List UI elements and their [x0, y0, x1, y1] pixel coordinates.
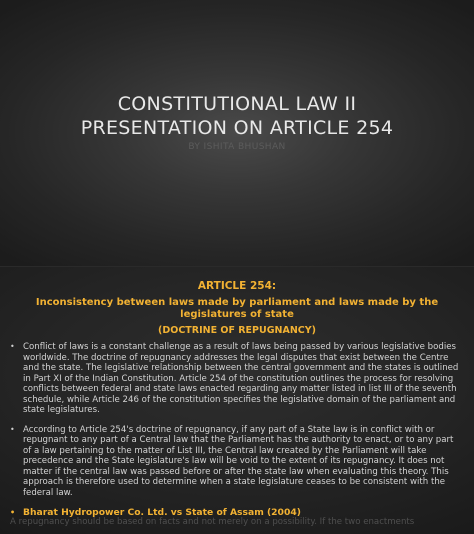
title-line-2: PRESENTATION ON ARTICLE 254: [80, 117, 394, 139]
bullet-icon: •: [10, 508, 16, 517]
doctrine-label: (DOCTRINE OF REPUGNANCY): [158, 325, 316, 336]
case-title: Bharat Hydropower Co. Ltd. vs State of Assam (2004): [23, 507, 301, 518]
bullet-item: [8, 425, 464, 499]
bullet-list: [8, 342, 464, 524]
bullet-icon: •: [10, 342, 15, 351]
bullet-icon: •: [10, 424, 15, 434]
bullet-text: According to Article 254's doctrine of repugnancy, if any part of a State law is in conflict with or repugnant to any part of a Central law that the Parliament has the authority to enact, or to any part of a law pertaining to the matter of List III, the Central law created by the Parliament will take precedence and the State legislature's law will be void to the extent of its repugnancy. It does not matter if the central law was passed before or after the state law when evaluating this theory. This approach is therefore used to determine when a state legislature ceases to be consistent with the federal law.: [23, 424, 454, 498]
presentation-title: [0, 92, 474, 140]
title-line-1: CONSTITUTIONAL LAW II: [117, 93, 357, 115]
bullet-text: Conflict of laws is a constant challenge as a result of laws being passed by various legislative bodies worldwide. The doctrine of repugnancy addresses the legal disputes that exist between the Centre and the state. The legislative relationship between the central government and the states is outlined in Part XI of the Indian Constitution. Article 254 of the constitution outlines the process for resolving conflicts between federal and state laws enacted regarding any matter listed in list III of the seventh schedule, while Article 246 of the constitution specifies the legislative domain of the parliament and state legislatures.: [23, 342, 459, 415]
bullet-item: [8, 342, 464, 416]
slide-heading: ARTICLE 254:: [197, 280, 277, 292]
slide-subheading: Inconsistency between laws made by parliament and laws made by the legislatures of state: [35, 297, 439, 320]
content-slide[interactable]: [0, 267, 474, 534]
faded-text: A repugnancy should be based on facts and not merely on a possibility. If the two enactments: [10, 517, 415, 527]
presentation-subtitle: BY ISHITA BHUSHAN: [188, 142, 286, 152]
